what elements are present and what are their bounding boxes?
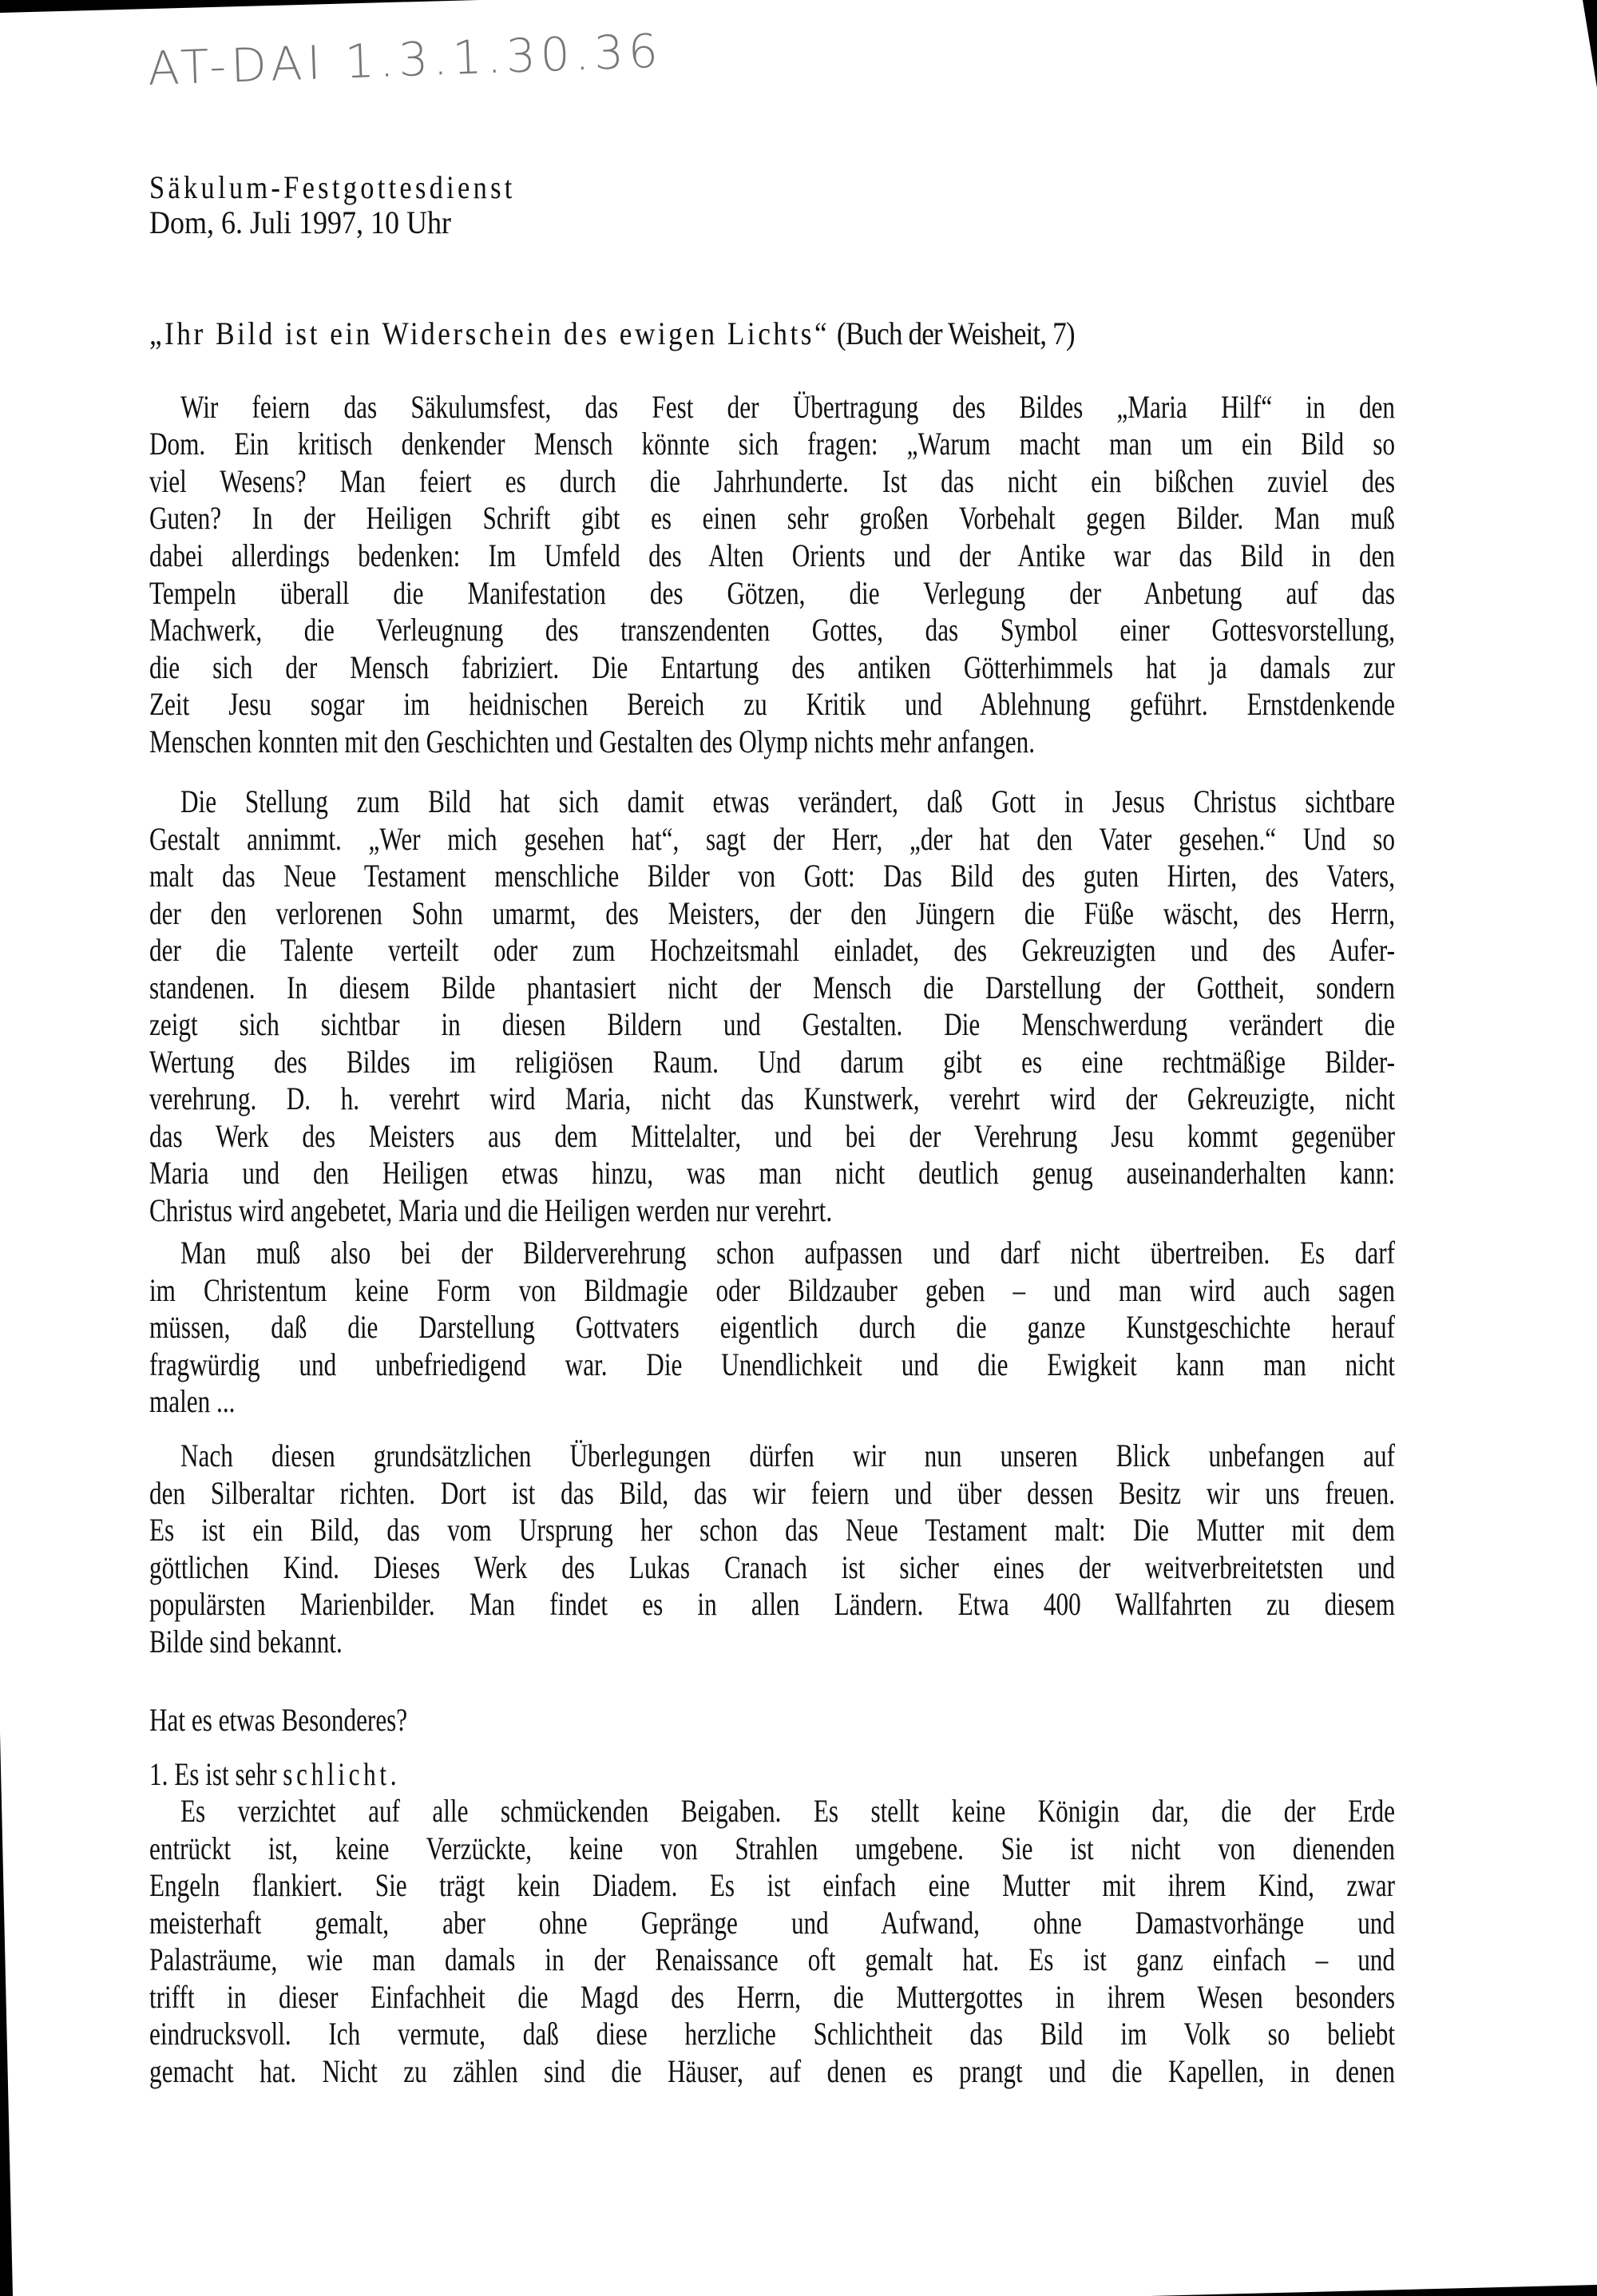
text-line: Wertung des Bildes im religiösen Raum. Und darum gibt es eine rechtmäßige Bilder- [149,1044,1395,1080]
text-line: im Christentum keine Form von Bildmagie oder Bildzauber geben – und man wird auch sagen [149,1272,1395,1308]
text-line: Machwerk, die Verleugnung des transzendenten Gottes, das Symbol einer Gottesvorstellung, [149,612,1395,648]
text-line: malen ... [149,1383,236,1419]
scan-edge-left [0,1733,13,2296]
text-line: müssen, daß die Darstellung Gottvaters eigentlich durch die ganze Kunstgeschichte herauf [149,1309,1395,1345]
motto-quote: „Ihr Bild ist ein Widerschein des ewigen Lichts“ [149,315,830,351]
text-line: das Werk des Meisters aus dem Mittelalter, und bei der Verehrung Jesu kommt gegenüber [149,1118,1395,1154]
text-line: eindrucksvoll. Ich vermute, daß diese herzliche Schlichtheit das Bild im Volk so beliebt [149,2016,1395,2052]
text-line: standenen. In diesem Bilde phantasiert nicht der Mensch die Darstellung der Gottheit, sondern [149,970,1395,1005]
text-line: fragwürdig und unbefriedigend war. Die Unendlichkeit und die Ewigkeit kann man nicht [149,1346,1395,1382]
motto [149,315,1075,352]
text-line: Bilde sind bekannt. [149,1624,343,1660]
section-question: Hat es etwas Besonderes? [149,1702,408,1738]
text-line: den Silberaltar richten. Dort ist das Bild, das wir feiern und über dessen Besitz wir uns freuen. [149,1475,1395,1511]
text-line: Guten? In der Heiligen Schrift gibt es einen sehr großen Vorbehalt gegen Bilder. Man muß [149,500,1395,536]
text-line: dabei allerdings bedenken: Im Umfeld des Alten Orients und der Antike war das Bild in den [149,537,1395,573]
scan-edge-bottom [1150,2285,1597,2296]
text-line: Man muß also bei der Bilderverehrung schon aufpassen und darf nicht übertreiben. Es darf [180,1235,1395,1271]
text-line: Es verzichtet auf alle schmückenden Beigaben. Es stellt keine Königin dar, die der Erde [180,1793,1395,1829]
document-date: Dom, 6. Juli 1997, 10 Uhr [149,204,451,240]
text-line: Tempeln überall die Manifestation des Götzen, die Verlegung der Anbetung auf das [149,575,1395,611]
scan-edge-right [1583,0,1597,88]
list-item-lead: Es ist sehr [174,1756,277,1792]
text-line: der den verlorenen Sohn umarmt, des Meisters, der den Jüngern die Füße wäscht, des Herrn, [149,895,1395,931]
text-line: göttlichen Kind. Dieses Werk des Lukas Cranach ist sicher eines der weitverbreitetsten und [149,1549,1395,1585]
text-line: Christus wird angebetet, Maria und die Heiligen werden nur verehrt. [149,1192,833,1228]
text-line: Engeln flankiert. Sie trägt kein Diadem. Es ist einfach eine Mutter mit ihrem Kind, zwar [149,1867,1395,1903]
text-line: Palasträume, wie man damals in der Renaissance oft gemalt hat. Es ist ganz einfach – und [149,1941,1395,1977]
scan-edge-top [0,0,479,13]
text-line: zeigt sich sichtbar in diesen Bildern und Gestalten. Die Menschwerdung verändert die [149,1006,1395,1042]
text-line: meisterhaft gemalt, aber ohne Gepränge und Aufwand, ohne Damastvorhänge und [149,1905,1395,1941]
text-line: trifft in dieser Einfachheit die Magd des Herrn, die Muttergottes in ihrem Wesen besonders [149,1979,1395,2015]
text-line: die sich der Mensch fabriziert. Die Entartung des antiken Götterhimmels hat ja damals zur [149,649,1395,685]
text-line: Zeit Jesu sogar im heidnischen Bereich zu Kritik und Ablehnung geführt. Ernstdenkende [149,686,1395,722]
document-title: Säkulum-Festgottesdienst [149,169,516,205]
text-line: Die Stellung zum Bild hat sich damit etwas verändert, daß Gott in Jesus Christus sichtbare [180,783,1395,819]
text-line: Menschen konnten mit den Geschichten und Gestalten des Olymp nichts mehr anfangen. [149,724,1036,759]
text-line: Wir feiern das Säkulumsfest, das Fest der Übertragung des Bildes „Maria Hilf“ in den [180,389,1395,425]
list-item-1-heading [149,1756,1395,1793]
text-line: Nach diesen grundsätzlichen Überlegungen dürfen wir nun unseren Blick unbefangen auf [180,1437,1395,1473]
motto-source: (Buch der Weisheit, 7) [836,315,1075,351]
archive-signature-handwritten: AT-DAI 1.3.1.30.36 [146,23,664,96]
text-line: malt das Neue Testament menschliche Bilder von Gott: Das Bild des guten Hirten, des Vaters, [149,858,1395,894]
text-line: entrückt ist, keine Verzückte, keine von Strahlen umgebene. Sie ist nicht von dienenden [149,1830,1395,1866]
list-item-emphasis: schlicht. [283,1756,401,1792]
text-line: verehrung. D. h. verehrt wird Maria, nicht das Kunstwerk, verehrt wird der Gekreuzigte, nicht [149,1081,1395,1116]
text-line: Dom. Ein kritisch denkender Mensch könnte sich fragen: „Warum macht man um ein Bild so [149,426,1395,462]
list-item-number: 1. [149,1756,168,1792]
text-line: Maria und den Heiligen etwas hinzu, was man nicht deutlich genug auseinanderhalten kann: [149,1155,1395,1191]
text-line: populärsten Marienbilder. Man findet es in allen Ländern. Etwa 400 Wallfahrten zu diesem [149,1586,1395,1622]
text-line: gemacht hat. Nicht zu zählen sind die Häuser, auf denen es prangt und die Kapellen, in denen [149,2053,1395,2089]
text-line: viel Wesens? Man feiert es durch die Jahrhunderte. Ist das nicht ein bißchen zuviel des [149,463,1395,499]
text-line: Es ist ein Bild, das vom Ursprung her schon das Neue Testament malt: Die Mutter mit dem [149,1512,1395,1548]
text-line: der die Talente verteilt oder zum Hochzeitsmahl einladet, des Gekreuzigten und des Aufer- [149,932,1395,968]
text-line: Gestalt annimmt. „Wer mich gesehen hat“, sagt der Herr, „der hat den Vater gesehen.“ Und so [149,821,1395,857]
